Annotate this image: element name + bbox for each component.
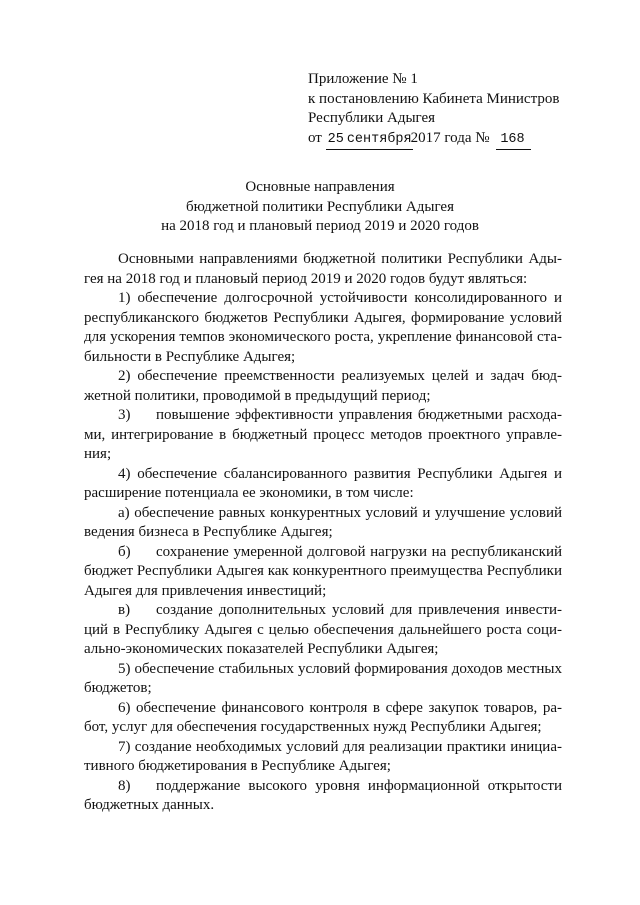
item-3-text: повышение эффективности управления бюджетными расходами, интегрирование в бюджетный процесс методов проектного управления; [84,407,562,462]
date-prefix: от [308,129,322,146]
item-4c-marker: в) [118,602,131,618]
intro-paragraph: Основными направлениями бюджетной политики Республики Адыгея на 2018 год и плановый период 2019 и 2020 годов будут являться: [84,251,562,287]
item-4c [84,601,562,660]
item-4: 4) обеспечение сбалансированного развития Республики Адыгея и расширение потенциала ее экономики, в том числе: [84,465,562,501]
document-number: 168 [496,130,530,151]
item-4b-marker: б) [118,543,131,560]
item-1: 1) обеспечение долгосрочной устойчивости консолидированного и республиканского бюджетов Республики Адыгея, формирование условий для ускорения темпов экономического роста, укрепление финансовой стабильности в Республике Адыгея; [84,290,562,365]
item-3 [84,406,562,465]
appendix-header [308,70,608,150]
resolution-date-line [308,129,608,151]
appendix-title: Приложение № 1 [308,71,418,87]
item-8 [84,777,562,816]
title-line-3: на 2018 год и плановый период 2019 и 2020 годов [161,218,479,234]
document-title [90,178,550,237]
item-8-text: поддержание высокого уровня информационной открытости бюджетных данных. [84,777,562,813]
item-6: 6) обеспечение финансового контроля в сфере закупок товаров, работ, услуг для обеспечения государственных нужд Республики Адыгея; [84,699,562,735]
item-4a: а) обеспечение равных конкурентных условий и улучшение условий ведения бизнеса в Республике Адыгея; [84,504,562,540]
item-4b [84,543,562,602]
title-line-1: Основные направления [245,179,395,195]
date-month: сентября [346,130,413,151]
item-8-marker: 8) [118,777,131,794]
title-line-2: бюджетной политики Республики Адыгея [186,198,454,215]
resolution-reference: к постановлению Кабинета Министров [308,90,560,107]
item-4c-text: создание дополнительных условий для привлечения инвестиций в Республику Адыгея с целью обеспечения дальнейшего роста социально-экономических показателей Республики Адыгея; [84,602,562,657]
item-2: 2) обеспечение преемственности реализуемых целей и задач бюджетной политики, проводимой в предыдущий период; [84,368,562,404]
item-7: 7) создание необходимых условий для реализации практики инициативного бюджетирования в Республике Адыгея; [84,738,562,774]
date-year: 2017 года № [410,129,490,146]
item-5: 5) обеспечение стабильных условий формирования доходов местных бюджетов; [84,660,562,696]
date-day: 25 [326,130,346,151]
republic-name: Республики Адыгея [308,110,436,126]
item-3-marker: 3) [118,407,131,423]
document-body [84,250,562,816]
item-4b-text: сохранение умеренной долговой нагрузки на республиканский бюджет Республики Адыгея как конкурентного преимущества Республики Адыгея для привлечения инвестиций; [84,543,562,599]
